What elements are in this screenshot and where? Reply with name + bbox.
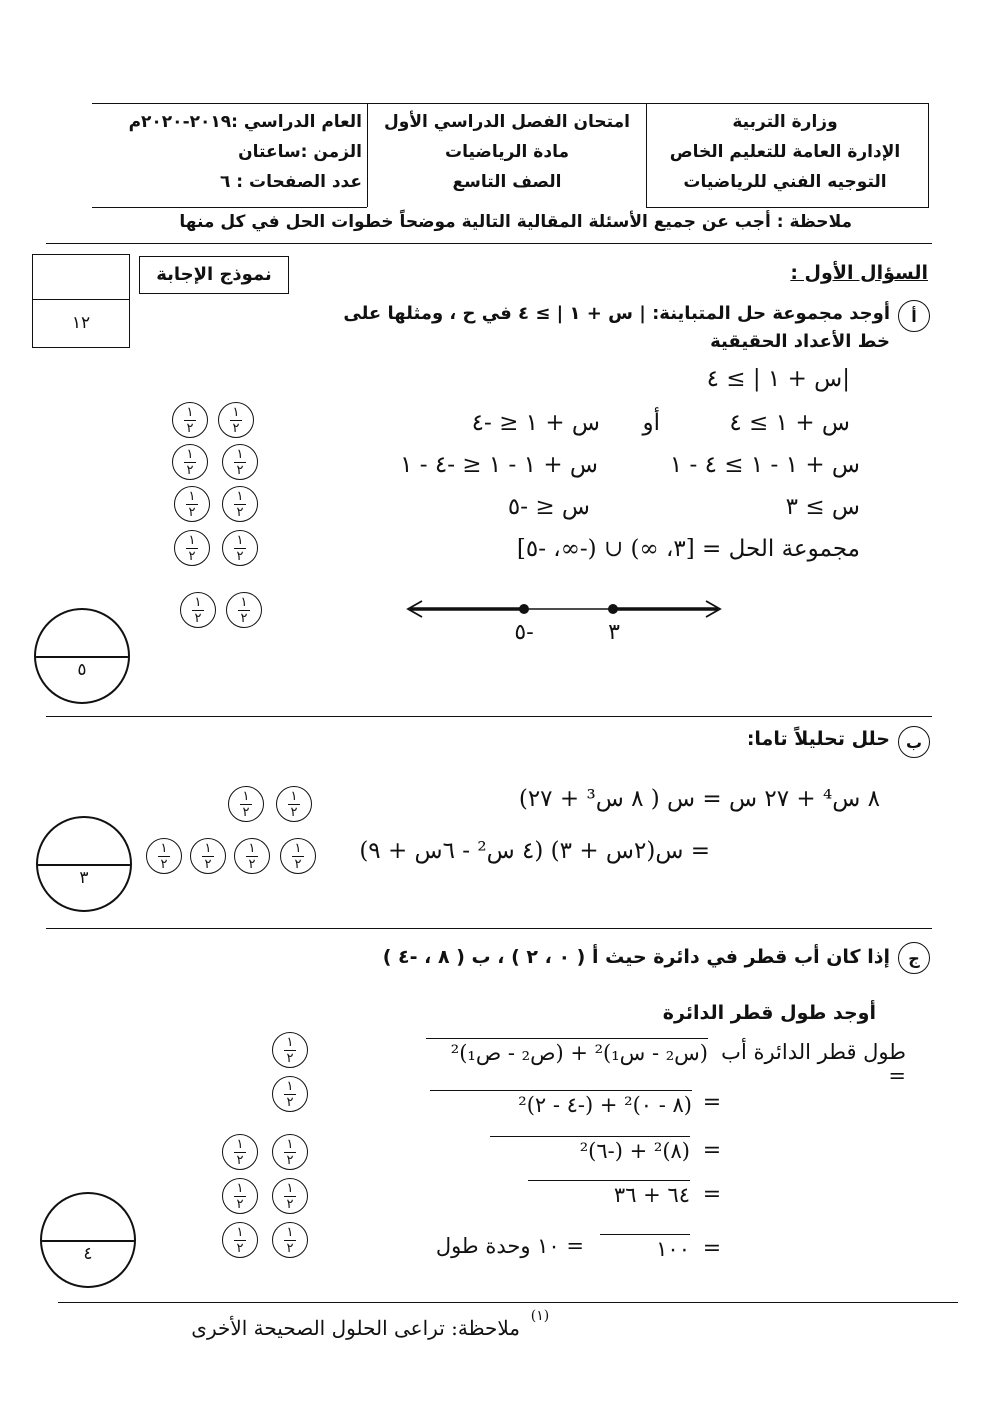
part-c-line-4-expr: ٦٤ + ٣٦ bbox=[528, 1180, 690, 1207]
part-a-step-2: س + ١ ≥ ٤ bbox=[729, 410, 850, 436]
part-a-prompt bbox=[250, 300, 890, 356]
part-c-eq-5: = bbox=[702, 1236, 722, 1261]
grade-name: الصف التاسع bbox=[452, 172, 562, 192]
half-mark: $\frac{١}{٢}$ bbox=[222, 486, 258, 522]
header-table bbox=[92, 103, 928, 207]
department-name: الإدارة العامة للتعليم الخاص bbox=[669, 142, 901, 162]
half-mark: $\frac{١}{٢}$ bbox=[272, 1076, 308, 1112]
half-mark: $\frac{١}{٢}$ bbox=[226, 592, 262, 628]
half-mark: $\frac{١}{٢}$ bbox=[272, 1134, 308, 1170]
supervision-name: التوجيه الفني للرياضيات bbox=[683, 172, 887, 192]
part-b-score: ٣ bbox=[79, 867, 89, 888]
part-c-line-5-expr: ١٠٠ bbox=[600, 1234, 690, 1261]
part-c-prompt: إذا كان أب قطر في دائرة حيث أ ( ٠ ، ٢ ) ، ب ( ٨ ، -٤ ) bbox=[382, 946, 890, 968]
answer-model-label: نموذج الإجابة bbox=[139, 256, 289, 294]
exam-duration: الزمن :ساعتان bbox=[238, 142, 362, 162]
half-mark: $\frac{١}{٢}$ bbox=[280, 838, 316, 874]
half-mark: $\frac{١}{٢}$ bbox=[218, 402, 254, 438]
part-b-line-1: ٨ س⁴ + ٢٧ س = س ( ٨ س³ + ٢٧) bbox=[518, 786, 880, 812]
half-mark: $\frac{١}{٢}$ bbox=[228, 786, 264, 822]
part-a-step-7: س ≤ -٥ bbox=[507, 494, 590, 520]
half-mark: $\frac{١}{٢}$ bbox=[272, 1032, 308, 1068]
half-mark: $\frac{١}{٢}$ bbox=[146, 838, 182, 874]
header-middle bbox=[372, 107, 642, 197]
total-score: ١٢ bbox=[71, 313, 91, 333]
half-mark: $\frac{١}{٢}$ bbox=[272, 1222, 308, 1258]
part-a-prompt-line2: خط الأعداد الحقيقية bbox=[710, 331, 890, 352]
half-mark: $\frac{١}{٢}$ bbox=[190, 838, 226, 874]
part-c-score: ٤ bbox=[83, 1243, 93, 1264]
number-line-label-minus5: -٥ bbox=[514, 620, 534, 645]
part-b-line-2: = س(٢س + ٣) (٤ س² - ٦س + ٩) bbox=[359, 838, 710, 864]
half-mark: $\frac{١}{٢}$ bbox=[222, 1178, 258, 1214]
part-a-score-circle bbox=[34, 608, 130, 704]
part-c-score-circle bbox=[40, 1192, 136, 1288]
exam-title: امتحان الفصل الدراسي الأول bbox=[384, 112, 630, 132]
half-mark: $\frac{١}{٢}$ bbox=[172, 444, 208, 480]
header-left bbox=[98, 107, 362, 197]
part-b-letter: ب bbox=[898, 726, 930, 758]
question-1-title: السؤال الأول : bbox=[790, 262, 928, 284]
half-mark: $\frac{١}{٢}$ bbox=[222, 1222, 258, 1258]
part-c-line-2-expr: (٨ - ٠)² + (-٤ - ٢)² bbox=[430, 1090, 692, 1117]
part-a-step-4: س + ١ - ١ ≥ ٤ - ١ bbox=[669, 452, 860, 478]
part-a-letter: أ bbox=[898, 300, 930, 332]
half-mark: $\frac{١}{٢}$ bbox=[174, 530, 210, 566]
part-c-eq-4: = bbox=[702, 1182, 722, 1207]
page-count: عدد الصفحات : ٦ bbox=[219, 172, 362, 192]
half-mark: $\frac{١}{٢}$ bbox=[272, 1178, 308, 1214]
academic-year: العام الدراسي :٢٠١٩-٢٠٢٠م bbox=[128, 112, 362, 132]
part-a-step-3: س + ١ ≤ -٤ bbox=[471, 410, 600, 436]
header-right bbox=[652, 107, 918, 197]
half-mark: $\frac{١}{٢}$ bbox=[222, 530, 258, 566]
total-score-box bbox=[32, 254, 130, 348]
part-c-eq-2: = bbox=[702, 1090, 722, 1115]
subject-name: مادة الرياضيات bbox=[445, 142, 569, 162]
part-a-solution-set: مجموعة الحل = [٣، ∞) ∪ (-∞، -٥] bbox=[516, 536, 860, 562]
number-line bbox=[400, 592, 730, 632]
part-c-line-1-label: طول قطر الدائرة أب = bbox=[721, 1040, 906, 1088]
part-c-eq-3: = bbox=[702, 1138, 722, 1163]
half-mark: $\frac{١}{٢}$ bbox=[174, 486, 210, 522]
half-mark: $\frac{١}{٢}$ bbox=[222, 444, 258, 480]
half-mark: $\frac{١}{٢}$ bbox=[172, 402, 208, 438]
part-c-line-3-expr: (٨)² + (-٦)² bbox=[490, 1136, 690, 1163]
half-mark: $\frac{١}{٢}$ bbox=[222, 1134, 258, 1170]
part-c-line-5-result: = ١٠ وحدة طول bbox=[435, 1234, 584, 1258]
number-line-label-3: ٣ bbox=[608, 620, 620, 645]
half-mark: $\frac{١}{٢}$ bbox=[180, 592, 216, 628]
part-c-sub-prompt: أوجد طول قطر الدائرة bbox=[662, 1002, 876, 1024]
page-number: (١) bbox=[530, 1308, 550, 1324]
ministry-name: وزارة التربية bbox=[732, 112, 838, 132]
exam-note: ملاحظة : أجب عن جميع الأسئلة المقالية التالية موضحاً خطوات الحل في كل منها bbox=[179, 212, 852, 232]
half-mark: $\frac{١}{٢}$ bbox=[234, 838, 270, 874]
part-b-prompt: حلل تحليلاً تاما: bbox=[746, 728, 890, 750]
part-a-step-1: |س + ١ | ≥ ٤ bbox=[706, 366, 850, 392]
part-a-score: ٥ bbox=[77, 659, 87, 680]
part-a-step-5: س + ١ - ١ ≤ -٤ - ١ bbox=[400, 452, 598, 478]
part-c-letter: ج bbox=[898, 942, 930, 974]
part-b-score-circle bbox=[36, 816, 132, 912]
part-a-or: أو bbox=[642, 410, 660, 436]
part-a-step-6: س ≥ ٣ bbox=[785, 494, 860, 520]
part-a-prompt-line1: أوجد مجموعة حل المتباينة: | س + ١ | ≥ ٤ في ح ، ومثلها على bbox=[343, 303, 890, 324]
part-c-line-1-expr: (س₂ - س₁)² + (ص₂ - ص₁)² bbox=[426, 1038, 708, 1065]
half-mark: $\frac{١}{٢}$ bbox=[276, 786, 312, 822]
footer-note: ملاحظة: تراعى الحلول الصحيحة الأخرى bbox=[191, 1316, 520, 1340]
